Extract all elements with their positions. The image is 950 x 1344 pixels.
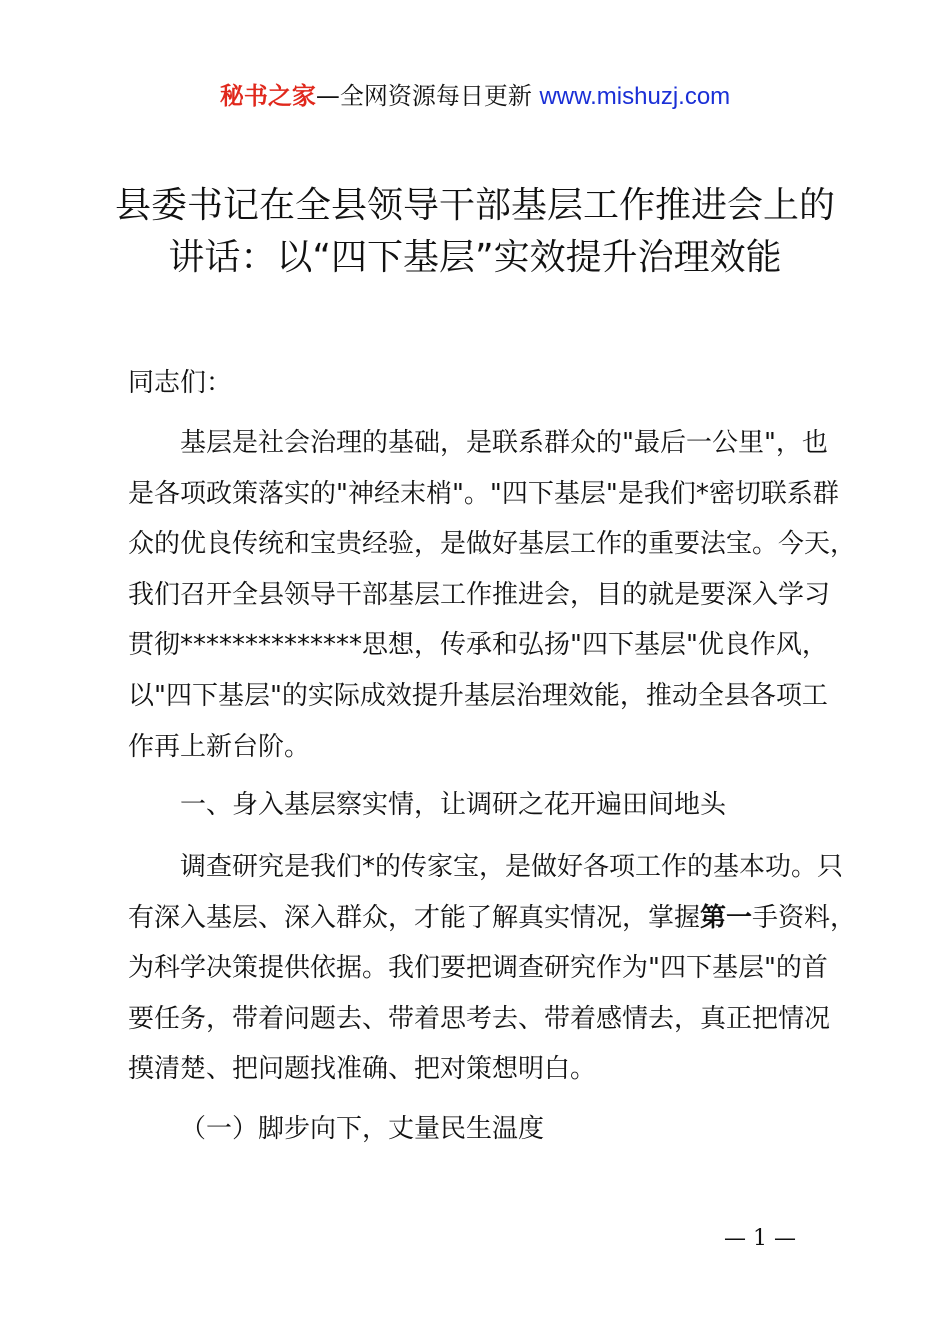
site-url-link[interactable]: www.mishuzj.com: [539, 83, 731, 110]
subsection-heading-1: [128, 1104, 828, 1155]
paragraph-line: 我们召开全县领导干部基层工作推进会，目的就是要深入学习: [128, 579, 831, 610]
brand-name: 秘书之家: [219, 82, 316, 110]
paragraph-line: 基层是社会治理的基础，是联系群众的"最后一公里"，也: [180, 428, 828, 458]
paragraph-research: [128, 842, 857, 1095]
paragraph-text: 有深入基层、深入群众，才能了解真实情况，掌握: [128, 902, 701, 933]
paragraph-text: 手资料，: [752, 902, 857, 933]
paragraph-line: 为科学决策提供依据。我们要把调查研究作为"四下基层"的首: [128, 953, 828, 984]
paragraph-line: 作再上新台阶。: [128, 731, 311, 762]
page-number: — 1 —: [724, 1226, 796, 1251]
greeting-text: 同志们：: [128, 368, 233, 398]
subsection-heading-text: （一）脚步向下，丈量民生温度: [180, 1114, 545, 1144]
bold-text: 第一: [700, 902, 753, 933]
title-line-1: 县委书记在全县领导干部基层工作推进会上的: [114, 185, 835, 226]
section-heading-text: 一、身入基层察实情，让调研之花开遍田间地头: [180, 790, 727, 820]
header-slogan: —全网资源每日更新: [315, 82, 540, 110]
paragraph-line: [128, 893, 857, 944]
paragraph-line: 摸清楚、把问题找准确、把对策想明白。: [128, 1054, 597, 1085]
paragraph-line: 是各项政策落实的"神经末梢"。"四下基层"是我们*密切联系群: [128, 478, 839, 509]
site-header: [0, 78, 950, 115]
title-line-2: 讲话：以“四下基层”实效提升治理效能: [168, 237, 782, 278]
paragraph-line: 以"四下基层"的实际成效提升基层治理效能，推动全县各项工: [128, 680, 828, 711]
paragraph-line: 众的优良传统和宝贵经验，是做好基层工作的重要法宝。今天，: [128, 529, 857, 560]
document-title: [80, 180, 870, 284]
paragraph-line: 要任务，带着问题去、带着思考去、带着感情去，真正把情况: [128, 1003, 831, 1034]
paragraph-line: 调查研究是我们*的传家宝，是做好各项工作的基本功。只: [180, 852, 844, 882]
section-heading-1: [128, 780, 828, 831]
paragraph-intro: [128, 418, 857, 772]
greeting: [128, 358, 828, 409]
paragraph-line: 贯彻**************思想，传承和弘扬"四下基层"优良作风，: [128, 630, 828, 661]
